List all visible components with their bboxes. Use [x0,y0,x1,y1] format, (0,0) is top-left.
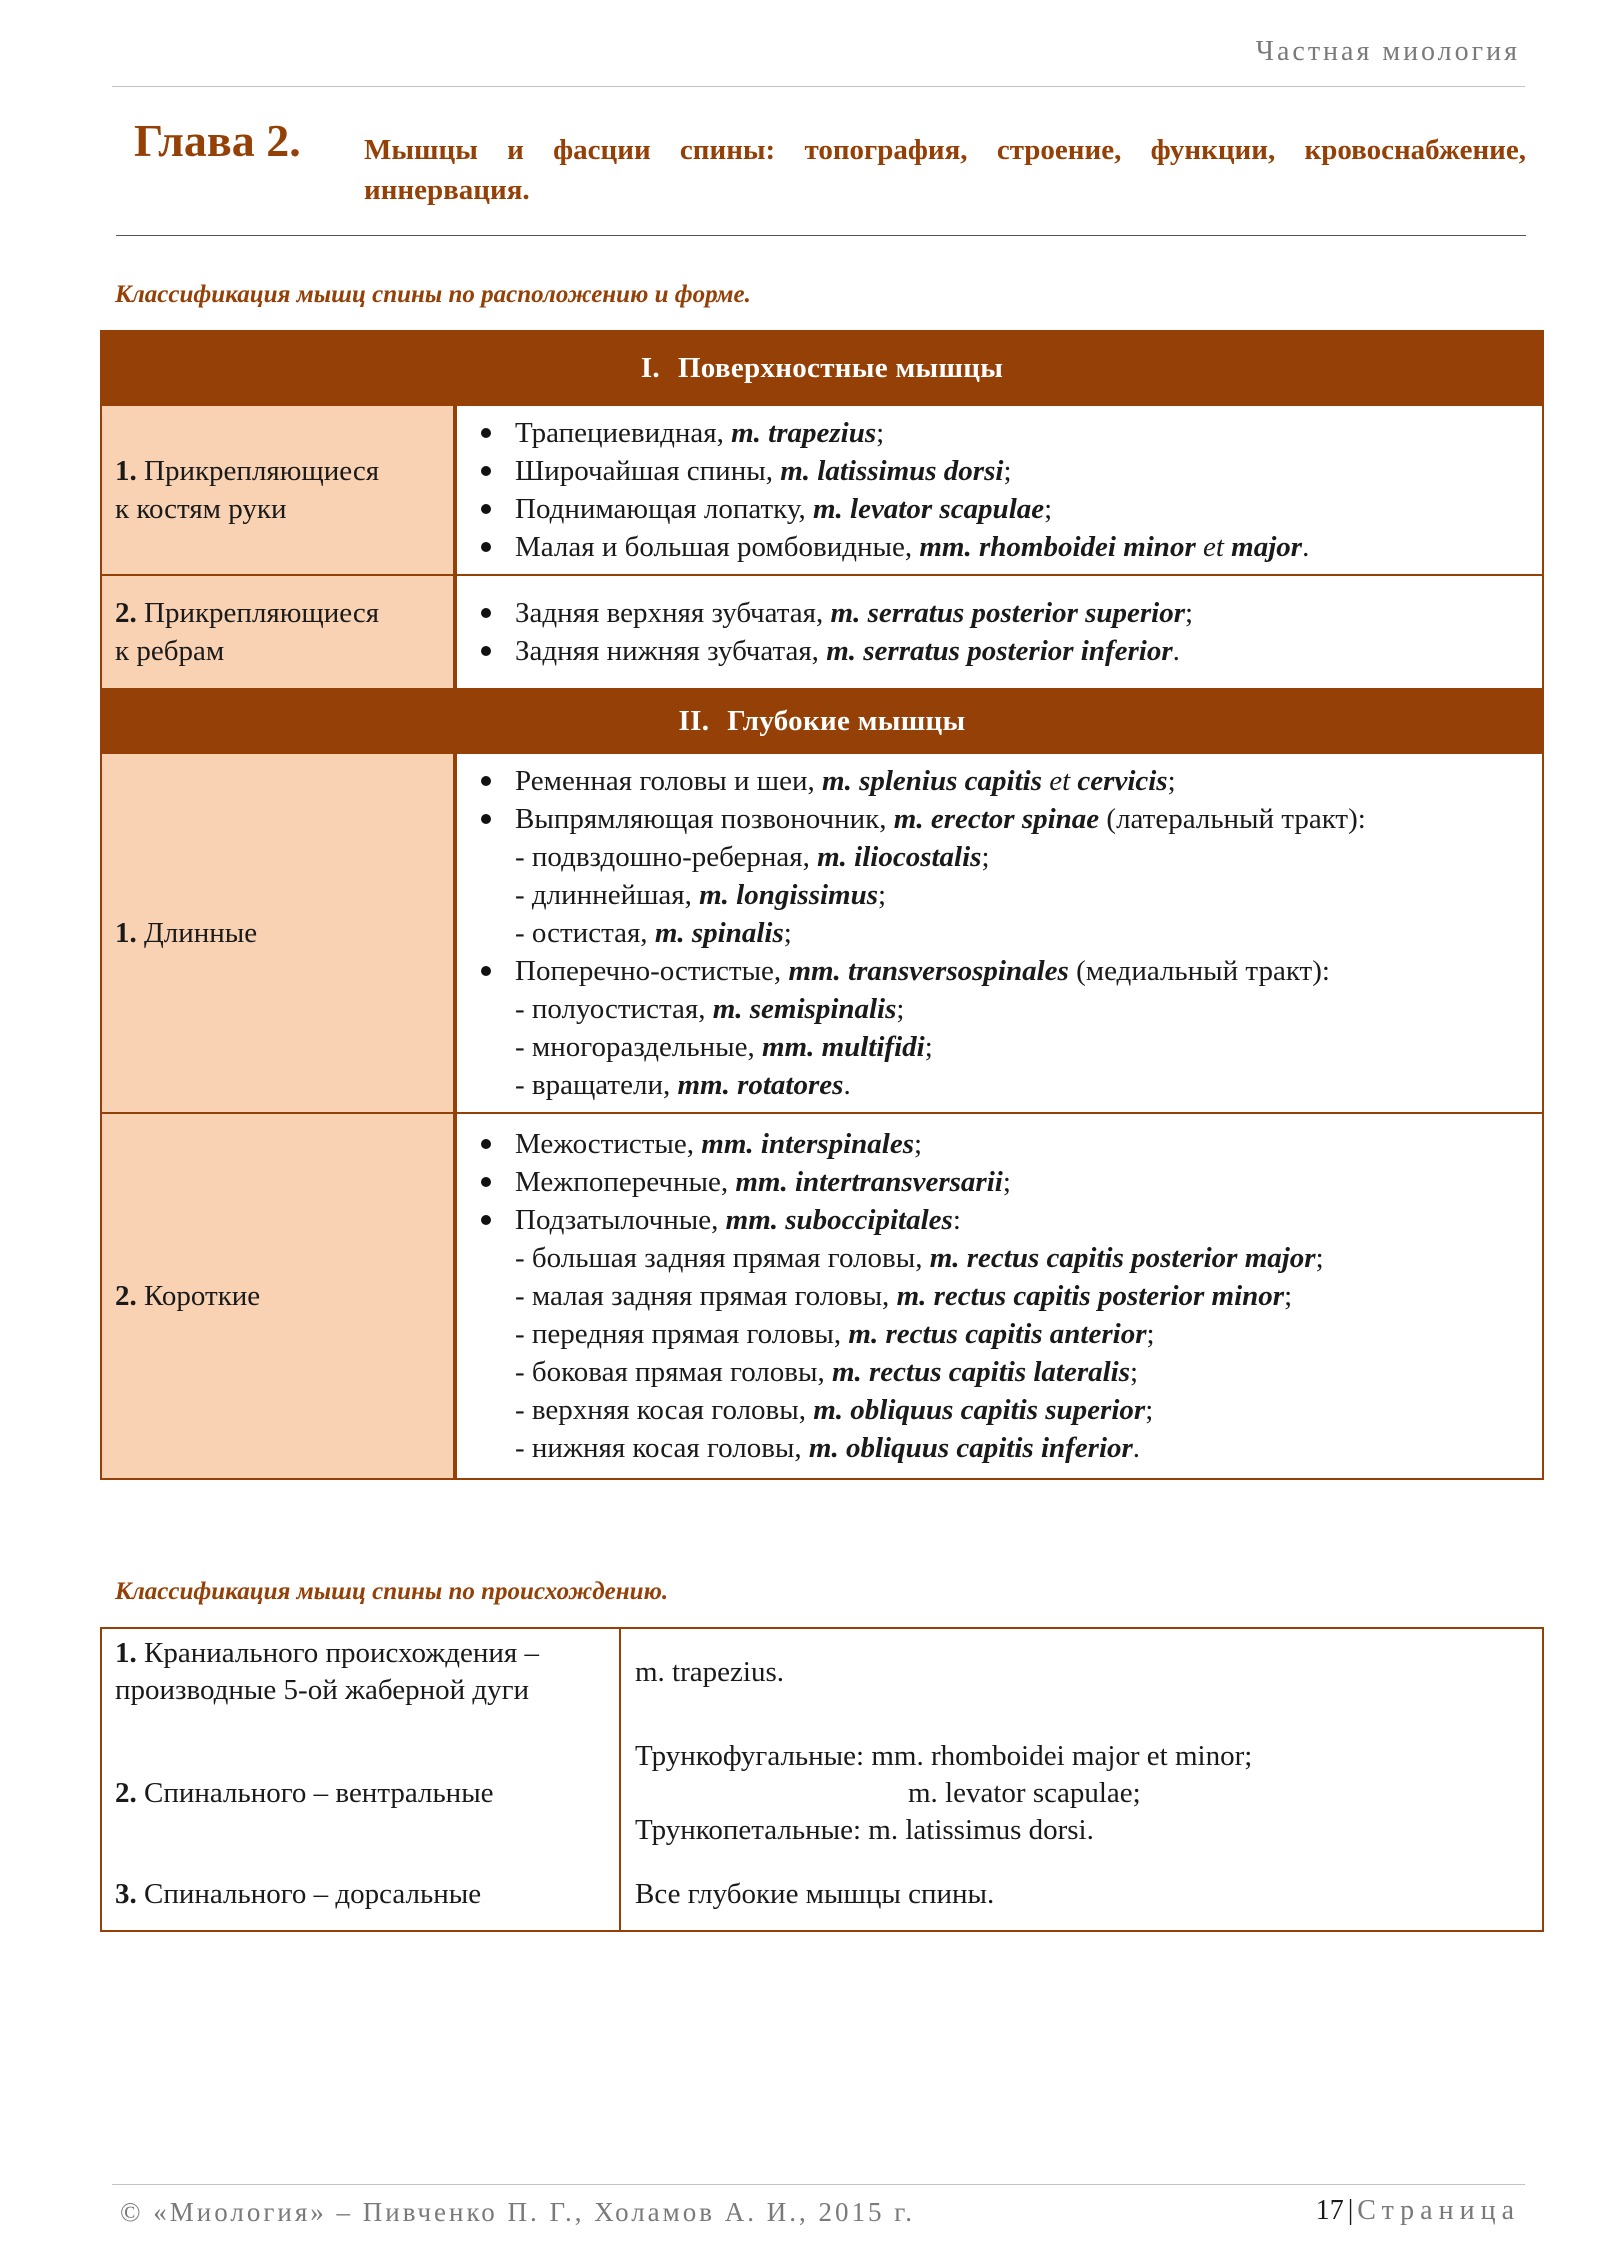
sub-item [475,1066,1532,1104]
origin-label [115,1629,619,1709]
category-label: Короткие [136,1280,261,1312]
category-cell [101,1113,455,1479]
list-item [475,1163,1532,1201]
origin-number: 1. [115,1637,137,1669]
punctuation: ; [913,1128,923,1160]
muscle-list-cell [455,575,1543,689]
muscle-name: Трапециевидная, [515,417,732,449]
muscle-name: - передняя прямая головы, [515,1318,849,1350]
muscle-list-cell [455,1113,1543,1479]
page-separator: | [1347,2195,1354,2226]
sub-item [475,1315,1532,1353]
origin-value-cell [620,1733,1543,1876]
bullet-icon [481,776,491,786]
section-caption-origin: Классификация мышц спины по происхождению. [115,1578,669,1605]
footer-copyright: © «Миология» – Пивченко П. Г., Холамов А. И., 2015 г. [120,2197,916,2227]
punctuation: ; [1315,1242,1324,1274]
bullet-icon [481,542,491,552]
muscle-name: - нижняя косая головы, [515,1432,809,1464]
conjunction: et [1041,765,1078,797]
page-number: 17 [1315,2195,1344,2226]
latin-name: m. levator scapulae [812,493,1045,525]
muscle-name: Малая и большая ромбовидные, [515,531,920,563]
running-head: Частная миология [1255,36,1520,67]
table-row [101,575,1543,689]
group-title: Глубокие мышцы [727,704,966,737]
group-header-row [101,689,1543,753]
muscle-name: - большая задняя прямая головы, [515,1242,930,1274]
classification-by-origin-table [100,1627,1544,1932]
table-row [101,1113,1543,1479]
tract-note: (латеральный тракт): [1099,803,1366,835]
list-item [475,952,1532,990]
muscle-name: Ременная головы и шеи, [515,765,823,797]
latin-name: mm. intertransversarii [735,1166,1003,1198]
origin-label-cell [101,1733,620,1876]
latin-name: m. serratus posterior inferior [826,635,1173,667]
bullet-icon [481,966,491,976]
muscle-name: - вращатели, [515,1069,678,1101]
latin-name: m. splenius capitis [822,765,1042,797]
punctuation: ; [981,841,990,873]
latin-name: m. trapezius [731,417,877,449]
origin-value: m. levator scapulae; [908,1777,1141,1809]
origin-label-line1: Спинального – дорсальные [136,1878,482,1910]
list-item [475,762,1532,800]
origin-label-line1: Спинального – вентральные [136,1777,494,1809]
muscle-list [475,762,1532,1104]
latin-name: m. latissimus dorsi [780,455,1004,487]
latin-name: m. obliquus capitis inferior [808,1432,1133,1464]
category-label-line2: к ребрам [115,635,225,667]
muscle-name: Широчайшая спины, [515,455,781,487]
list-item [475,490,1532,528]
muscle-name: Поднимающая лопатку, [515,493,813,525]
muscle-name: Задняя нижняя зубчатая, [515,635,827,667]
page-word: Страница [1357,2195,1520,2226]
punctuation: . [1172,635,1180,667]
latin-name: m. erector spinae [893,803,1100,835]
punctuation: . [1132,1432,1141,1464]
latin-name: major [1231,531,1303,563]
bullet-icon [481,608,491,618]
punctuation: ; [1185,597,1194,629]
punctuation: ; [1145,1394,1154,1426]
muscle-name: Поперечно-остистые, [515,955,789,987]
chapter-number: Глава 2. [134,115,301,166]
latin-name: m. longissimus [699,879,879,911]
origin-number: 3. [115,1878,137,1910]
origin-label-cell [101,1876,620,1931]
origin-label [115,1733,619,1812]
punctuation: ; [876,417,885,449]
punctuation: ; [1167,765,1176,797]
group-header-deep [101,689,1543,753]
muscle-name: Подзатылочные, [515,1204,726,1236]
sub-item [475,838,1532,876]
chapter-rule [116,235,1526,236]
bullet-icon [481,504,491,514]
list-item [475,452,1532,490]
footer-rule [112,2184,1525,2185]
punctuation: ; [1003,455,1012,487]
origin-label-cell [101,1628,620,1733]
punctuation: ; [896,993,905,1025]
latin-name: mm. transversospinales [788,955,1069,987]
origin-value: m. trapezius. [635,1656,784,1688]
list-item [475,414,1532,452]
muscle-name: - верхняя косая головы, [515,1394,814,1426]
punctuation: ; [1044,493,1053,525]
bullet-icon [481,1139,491,1149]
punctuation: ; [924,1031,933,1063]
section-caption-form: Классификация мышц спины по расположению и форме. [115,281,751,308]
bullet-icon [481,646,491,656]
table-row [101,1876,1543,1931]
bullet-icon [481,466,491,476]
latin-name: m. iliocostalis [817,841,982,873]
latin-name: m. rectus capitis posterior major [929,1242,1316,1274]
punctuation: ; [1130,1356,1139,1388]
classification-by-form-table [100,330,1544,1480]
sub-item [475,1239,1532,1277]
latin-name: m. serratus posterior superior [830,597,1186,629]
muscle-list-cell [455,405,1543,575]
muscle-list [475,1125,1532,1467]
muscle-list [475,594,1532,670]
origin-value-cell [620,1628,1543,1733]
sub-item [475,1277,1532,1315]
punctuation: . [843,1069,851,1101]
latin-name: m. rectus capitis lateralis [831,1356,1131,1388]
muscle-name: - остистая, [515,917,655,949]
latin-name: mm. interspinales [701,1128,914,1160]
group-number: II. [678,704,710,737]
latin-name: m. spinalis [654,917,784,949]
muscle-name: - длиннейшая, [515,879,700,911]
category-label: Длинные [136,917,258,949]
table-row [101,405,1543,575]
group-header-superficial [101,331,1543,405]
origin-value-cell [620,1876,1543,1931]
latin-name: m. rectus capitis anterior [848,1318,1147,1350]
list-item [475,1201,1532,1239]
punctuation: ; [783,917,792,949]
sub-item [475,1353,1532,1391]
latin-name: m. rectus capitis posterior minor [896,1280,1285,1312]
tract-note: (медиальный тракт): [1068,955,1330,987]
origin-label-line1: Краниального происхождения – [136,1637,540,1669]
muscle-list-cell [455,753,1543,1113]
list-item [475,800,1532,838]
category-number: 2. [115,597,137,629]
muscle-name: Межпоперечные, [515,1166,736,1198]
list-item [475,632,1532,670]
table-row [101,1628,1543,1733]
table-row [101,753,1543,1113]
category-cell [101,575,455,689]
punctuation: ; [1002,1166,1011,1198]
chapter-title: Мышцы и фасции спины: топография, строение, функции, кровоснабжение, иннервация. [364,134,1526,206]
origin-value: Трункофугальные: mm. rhomboidei major et minor; [635,1740,1253,1772]
muscle-name: - подвздошно-реберная, [515,841,818,873]
bullet-icon [481,1177,491,1187]
origin-number: 2. [115,1777,137,1809]
bullet-icon [481,814,491,824]
category-number: 1. [115,455,137,487]
muscle-name: Межостистые, [515,1128,702,1160]
sub-item [475,914,1532,952]
muscle-name: - малая задняя прямая головы, [515,1280,897,1312]
list-item [475,1125,1532,1163]
category-label: Прикрепляющиеся [136,455,380,487]
latin-name: m. semispinalis [712,993,897,1025]
group-title: Поверхностные мышцы [677,351,1004,384]
sub-item [475,990,1532,1028]
category-label-line2: к костям руки [115,493,287,525]
punctuation: ; [878,879,887,911]
origin-value: Все глубокие мышцы спины. [635,1878,995,1910]
sub-item [475,1429,1532,1467]
muscle-name: - многораздельные, [515,1031,762,1063]
list-item [475,594,1532,632]
punctuation: : [952,1204,961,1236]
conjunction: et [1195,531,1232,563]
latin-name: mm. multifidi [761,1031,925,1063]
latin-name: mm. rhomboidei minor [919,531,1196,563]
category-number: 2. [115,1280,137,1312]
muscle-name: Задняя верхняя зубчатая, [515,597,831,629]
sub-item [475,1028,1532,1066]
muscle-name: - полуостистая, [515,993,713,1025]
muscle-name: - боковая прямая головы, [515,1356,832,1388]
punctuation: . [1302,531,1310,563]
header-rule [112,86,1525,87]
category-cell [101,753,455,1113]
muscle-list [475,414,1532,566]
punctuation: ; [1284,1280,1293,1312]
group-header-row [101,331,1543,405]
origin-label-line2: производные 5-ой жаберной дуги [115,1674,530,1706]
sub-item [475,876,1532,914]
category-cell [101,405,455,575]
category-label: Прикрепляющиеся [136,597,380,629]
group-number: I. [640,351,660,384]
origin-label [115,1876,619,1913]
muscle-name: Выпрямляющая позвоночник, [515,803,894,835]
sub-item [475,1391,1532,1429]
bullet-icon [481,428,491,438]
latin-name: m. obliquus capitis superior [813,1394,1146,1426]
latin-name: cervicis [1077,765,1168,797]
bullet-icon [481,1215,491,1225]
latin-name: mm. rotatores [677,1069,844,1101]
footer-page [1316,2195,1520,2227]
table-row [101,1733,1543,1876]
category-number: 1. [115,917,137,949]
punctuation: ; [1146,1318,1155,1350]
latin-name: mm. suboccipitales [725,1204,953,1236]
list-item [475,528,1532,566]
origin-value: Трункопетальные: m. latissimus dorsi. [635,1814,1094,1846]
